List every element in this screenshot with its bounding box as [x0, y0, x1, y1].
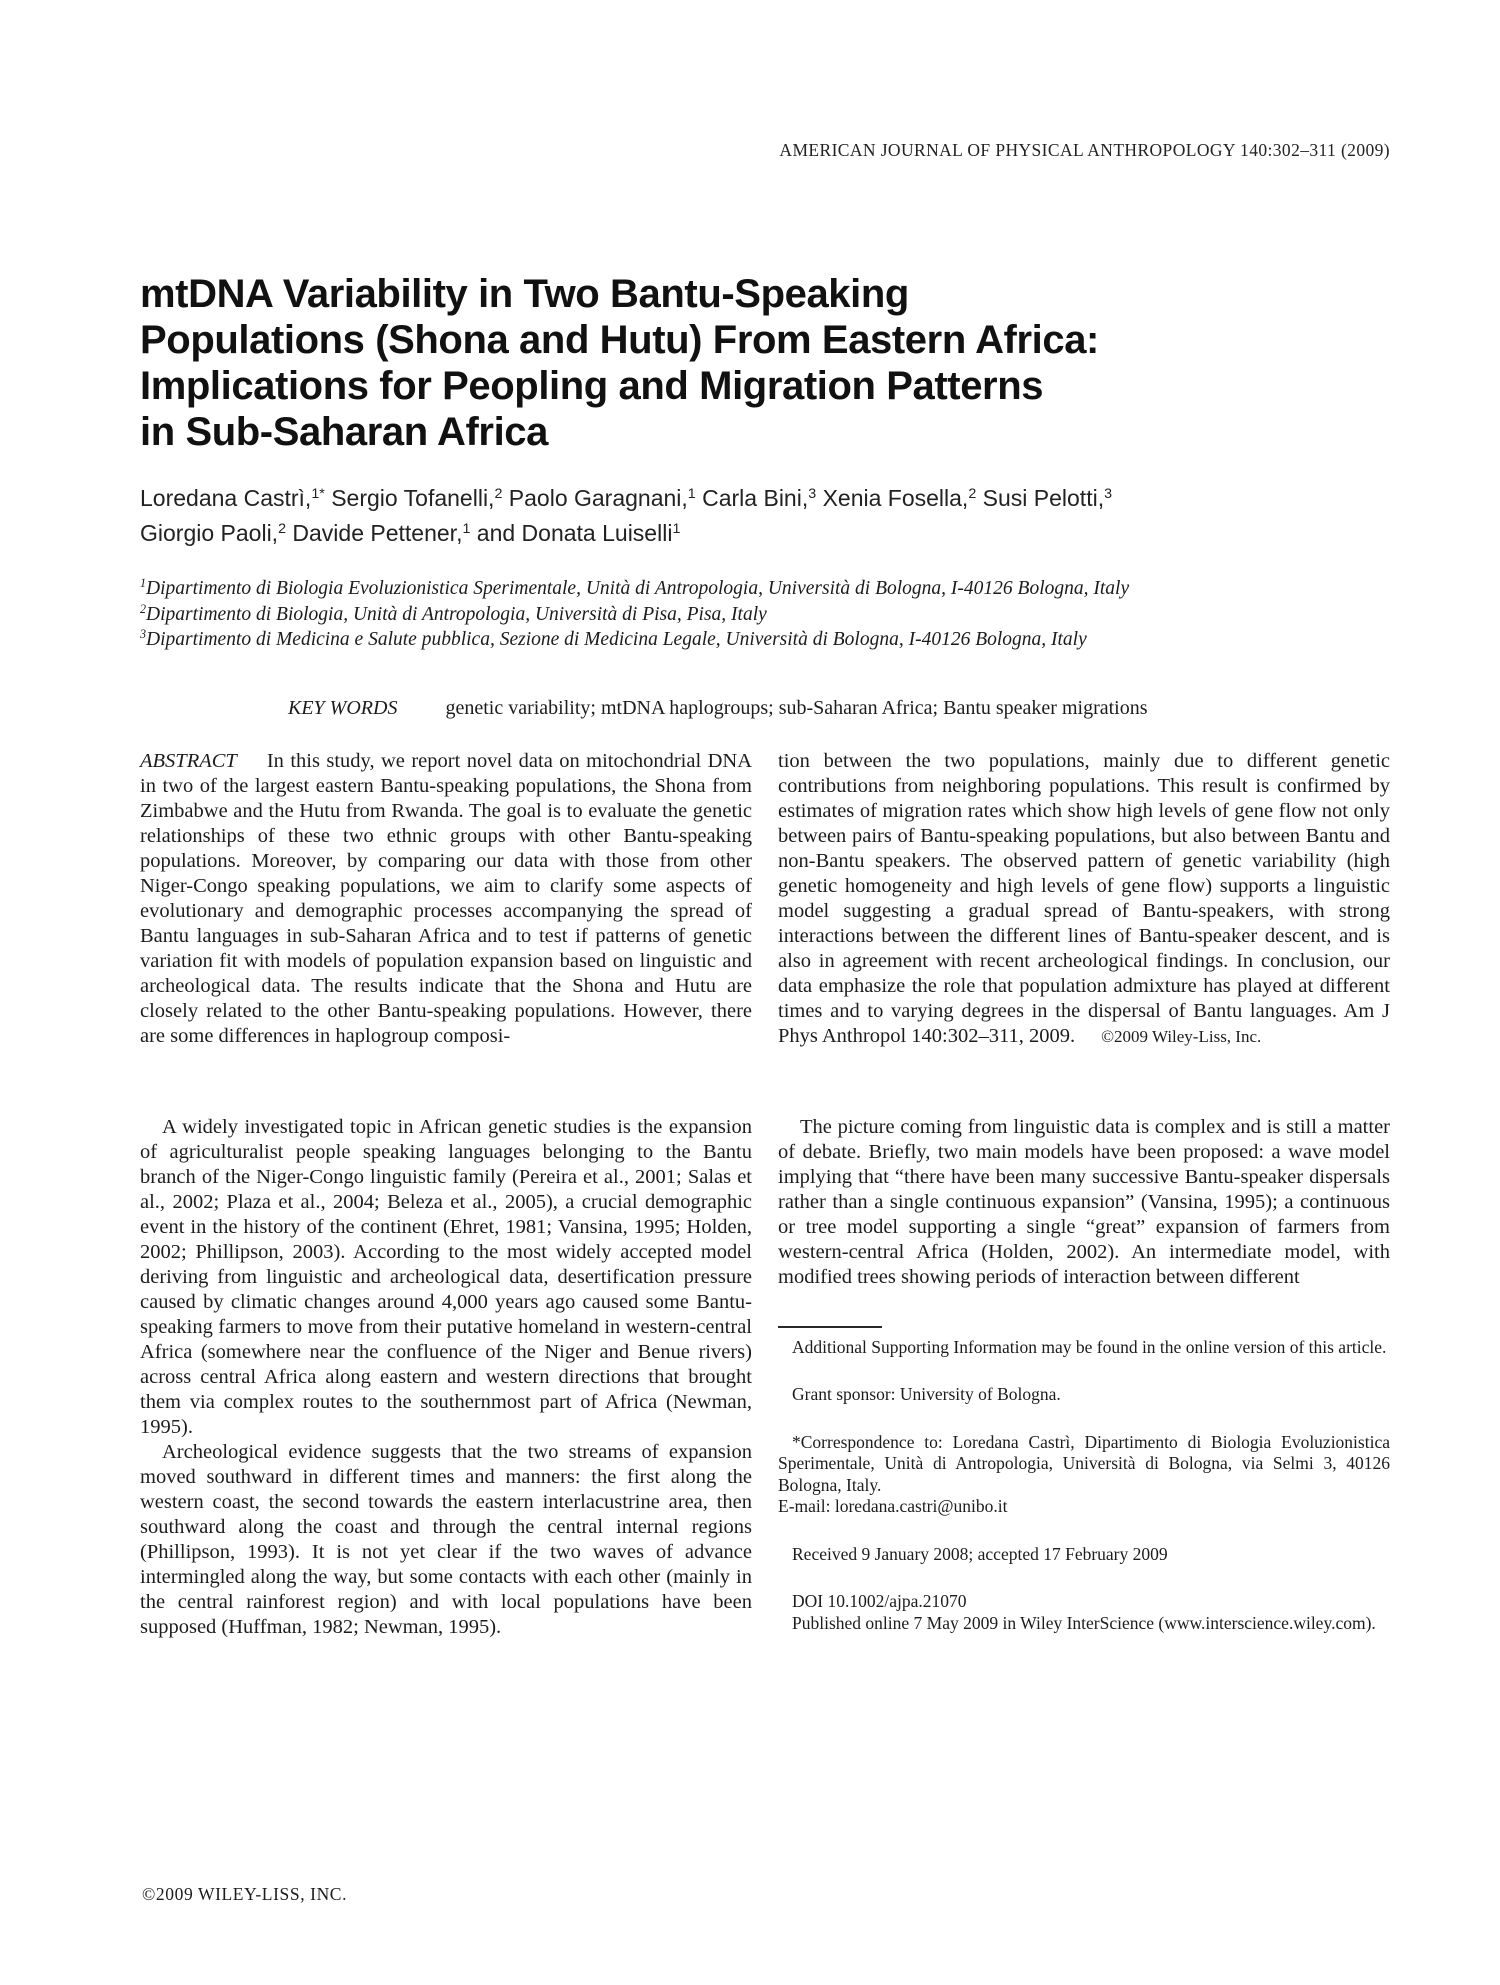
- body-section: [140, 1115, 1390, 1661]
- paper-title: [140, 271, 1390, 455]
- affiliation-superscript: 2: [140, 601, 147, 616]
- title-line: Populations (Shona and Hutu) From Eastern Africa:: [140, 318, 1099, 362]
- affiliation-text: Dipartimento di Biologia Evoluzionistica Sperimentale, Unità di Antropologia, Università di Bologna, I-40126 Bologna, Italy: [146, 578, 1130, 599]
- author-list: [140, 483, 1390, 553]
- footnote-supporting-info: Additional Supporting Information may be found in the online version of this article.: [792, 1336, 1387, 1357]
- affiliation-item: [140, 577, 1220, 603]
- author-name: Loredana Castrì,: [140, 485, 312, 511]
- author-superscript: 1: [672, 521, 681, 538]
- footnote-received: Received 9 January 2008; accepted 17 February 2009: [792, 1543, 1168, 1564]
- body-right-column: [778, 1115, 1390, 1661]
- author-line: [140, 483, 1390, 518]
- keywords-block: [288, 696, 1273, 721]
- author-name: Carla Bini,: [702, 485, 809, 511]
- author-name: Susi Pelotti,: [982, 485, 1105, 511]
- author-name: Paolo Garagnani,: [508, 485, 688, 511]
- author-superscript: 1*: [311, 486, 325, 503]
- footnote-block: [778, 1326, 1390, 1635]
- copyright-footer: ©2009 WILEY-LISS, INC.: [142, 1884, 348, 1904]
- title-line: in Sub-Saharan Africa: [140, 410, 548, 454]
- footnote-published: Published online 7 May 2009 in Wiley InterScience (www.interscience.wiley.com).: [792, 1612, 1376, 1633]
- footnote-correspondence: *Correspondence to: Loredana Castrì, Dipartimento di Biologia Evoluzionistica Sperimentale, Unità di Antropologia, Università di Bologna, via Selmi 3, 40126 Bologna, Italy.: [778, 1431, 1390, 1495]
- body-paragraph: Archeological evidence suggests that the two streams of expansion moved southward in different times and manners: the first along the western coast, the second towards the eastern interlacustrine area, then southward along the coast and through the central internal regions (Phillipson, 1993). It is not yet clear if the two waves of advance intermingled along the way, but some contacts with each other (mainly in the central rainforest region) and with local populations have been supposed (Huffman, 1982; Newman, 1995).: [140, 1440, 752, 1638]
- author-superscript: 3: [1104, 486, 1113, 503]
- affiliation-text: Dipartimento di Medicina e Salute pubblica, Sezione di Medicina Legale, Università di Bologna, I-40126 Bologna, Italy: [146, 629, 1087, 650]
- footnote-correspondence-group: [778, 1432, 1390, 1518]
- journal-header: AMERICAN JOURNAL OF PHYSICAL ANTHROPOLOGY 140:302–311 (2009): [779, 140, 1390, 160]
- keywords-text: genetic variability; mtDNA haplogroups; sub-Saharan Africa; Bantu speaker migrations: [445, 696, 1148, 719]
- footnote-publication-group: [778, 1591, 1390, 1634]
- author-name: Xenia Fosella,: [822, 485, 969, 511]
- title-line: mtDNA Variability in Two Bantu-Speaking: [140, 272, 909, 316]
- author-line: [140, 518, 1390, 553]
- title-line: Implications for Peopling and Migration Patterns: [140, 364, 1044, 408]
- author-name: Sergio Tofanelli,: [331, 485, 495, 511]
- abstract-copyright-note: ©2009 Wiley-Liss, Inc.: [1101, 1026, 1262, 1046]
- author-name: Davide Pettener,: [292, 520, 463, 546]
- affiliation-item: [140, 628, 1220, 654]
- affiliation-text: Dipartimento di Biologia, Unità di Antropologia, Università di Pisa, Pisa, Italy: [146, 603, 767, 625]
- abstract-section: [140, 749, 1390, 1049]
- footnote-grant: Grant sponsor: University of Bologna.: [792, 1384, 1061, 1404]
- abstract-left-column: [140, 749, 752, 1049]
- author-superscript: 3: [808, 486, 817, 503]
- body-paragraph: A widely investigated topic in African genetic studies is the expansion of agriculturalist people speaking languages belonging to the Bantu branch of the Niger-Congo linguistic family (Pereira et al., 2001; Salas et al., 2002; Plaza et al., 2004; Beleza et al., 2005), a crucial demographic event in the history of the continent (Ehret, 1981; Vansina, 1995; Holden, 2002; Phillipson, 2003). According to the most widely accepted model deriving from linguistic and archeological data, desertification pressure caused by climatic changes around 4,000 years ago caused some Bantu-speaking farmers to move from their putative homeland in western-central Africa (somewhere near the confluence of the Niger and Benue rivers) across central Africa along eastern and western directions that brought them via complex routes to the southernmost part of Africa (Newman, 1995).: [140, 1115, 752, 1438]
- body-paragraph: The picture coming from linguistic data is complex and is still a matter of debate. Briefly, two main models have been proposed: a wave model implying that “there have been many successive Bantu-speaker dispersals rather than a single continuous expansion” (Vansina, 1995); a continuous or tree model supporting a single “great” expansion of farmers from western-central Africa (Holden, 2002). An intermediate model, with modified trees showing periods of interaction between different: [778, 1115, 1390, 1288]
- author-superscript: 2: [278, 521, 287, 538]
- affiliation-superscript: 1: [140, 576, 147, 591]
- author-superscript: 1: [462, 521, 471, 538]
- abstract-left-text: In this study, we report novel data on mitochondrial DNA in two of the largest eastern Bantu-speaking populations, the Shona from Zimbabwe and the Hutu from Rwanda. The goal is to evaluate the genetic relationships of these two ethnic groups with other Bantu-speaking populations. Moreover, by comparing our data with those from other Niger-Congo speaking populations, we aim to clarify some aspects of evolutionary and demographic processes accompanying the spread of Bantu languages in sub-Saharan Africa and to test if patterns of genetic variation fit with models of population expansion based on linguistic and archeological data. The results indicate that the Shona and Hutu are closely related to the other Bantu-speaking populations. However, there are some differences in haplogroup composi-: [140, 749, 752, 1047]
- affiliation-list: [140, 577, 1220, 654]
- author-name: Giorgio Paoli,: [140, 520, 279, 546]
- keywords-label: KEY WORDS: [288, 696, 398, 719]
- abstract-right-text: tion between the two populations, mainly due to different genetic contributions from neighboring populations. This result is confirmed by estimates of migration rates which show high levels of gene flow not only between pairs of Bantu-speaking populations, but also between Bantu and non-Bantu speakers. The observed pattern of genetic variability (high genetic homogeneity and high levels of gene flow) supports a linguistic model suggesting a gradual spread of Bantu-speakers, with strong interactions between the different lines of Bantu-speaker descent, and is also in agreement with recent archeological findings. In conclusion, our data emphasize the role that population admixture has played at different times and to varying degrees in the dispersal of Bantu languages. Am J Phys Anthropol 140:302–311, 2009.: [778, 749, 1390, 1047]
- author-superscript: 2: [494, 486, 503, 503]
- author-superscript: 1: [687, 486, 696, 503]
- abstract-right-column: [778, 749, 1390, 1049]
- affiliation-superscript: 3: [140, 627, 147, 642]
- affiliation-item: [140, 603, 1220, 629]
- author-superscript: 2: [968, 486, 977, 503]
- footnote-divider: [778, 1326, 882, 1328]
- footnote-doi: DOI 10.1002/ajpa.21070: [792, 1591, 967, 1611]
- abstract-label: ABSTRACT: [140, 749, 237, 772]
- body-left-column: [140, 1115, 752, 1661]
- footnote-email: E-mail: loredana.castri@unibo.it: [778, 1496, 1008, 1516]
- author-name: and Donata Luiselli: [476, 520, 673, 546]
